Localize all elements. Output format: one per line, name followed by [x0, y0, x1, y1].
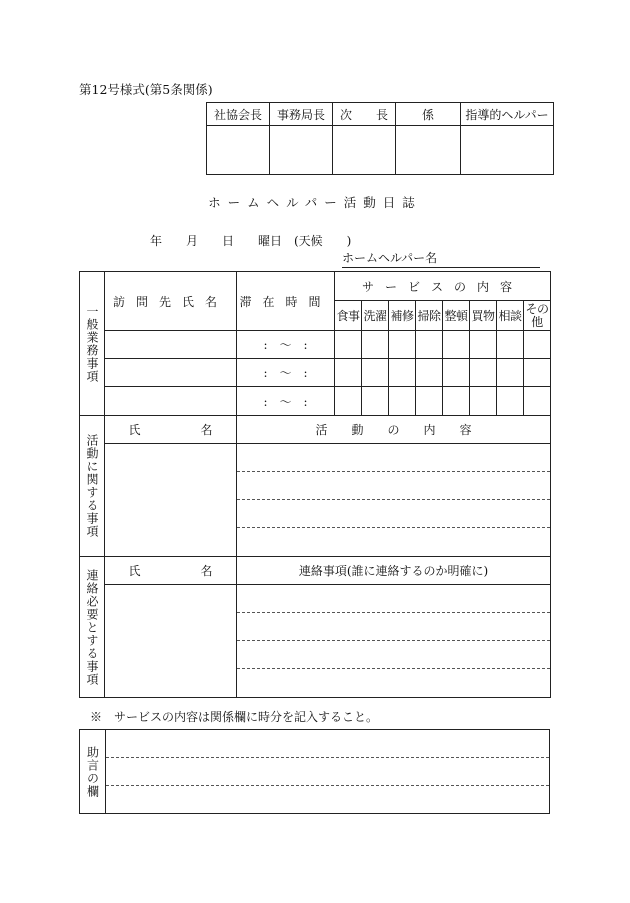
approval-stamp-table — [206, 102, 554, 175]
service-cell[interactable] — [335, 331, 362, 359]
service-item-header: その他 — [525, 301, 549, 329]
stay-time-cell[interactable]: : 〜 : — [237, 387, 335, 416]
service-cell[interactable] — [443, 387, 470, 416]
service-cell[interactable] — [389, 387, 416, 416]
service-cell[interactable] — [416, 331, 443, 359]
service-cell[interactable] — [524, 331, 551, 359]
stay-time-header: 滞在時間 — [237, 272, 335, 331]
service-cell[interactable] — [470, 359, 497, 387]
service-cell[interactable] — [524, 387, 551, 416]
approval-header: 指導的ヘルパー — [461, 103, 554, 126]
activity-line[interactable] — [237, 528, 550, 556]
service-cell[interactable] — [470, 331, 497, 359]
advice-content-cell[interactable] — [106, 730, 550, 814]
activity-name-header: 氏 名 — [105, 416, 237, 444]
helper-name-field[interactable]: ホームヘルパー名 — [342, 249, 540, 268]
stay-time-cell[interactable]: : 〜 : — [237, 359, 335, 387]
service-item-header: 掃除 — [416, 301, 443, 331]
service-cell[interactable] — [497, 331, 524, 359]
general-section-label: 一般業務事項 — [85, 304, 99, 383]
advice-label-cell — [80, 730, 106, 814]
general-section-label-cell — [80, 272, 105, 416]
advice-line[interactable] — [106, 758, 549, 786]
contact-line[interactable] — [237, 641, 550, 669]
service-cell[interactable] — [362, 359, 389, 387]
activity-section-label-cell — [80, 416, 105, 557]
approval-header: 係 — [396, 103, 461, 126]
approval-header: 社協会長 — [207, 103, 270, 126]
service-cell[interactable] — [416, 387, 443, 416]
service-item-header: 洗濯 — [362, 301, 389, 331]
service-cell[interactable] — [389, 331, 416, 359]
contact-name-cell[interactable] — [105, 585, 237, 698]
activity-log-table — [79, 271, 551, 698]
service-cell[interactable] — [362, 387, 389, 416]
instruction-note: ※ サービスの内容は関係欄に時分を記入すること。 — [90, 710, 379, 724]
service-cell[interactable] — [497, 387, 524, 416]
approval-header: 事務局長 — [270, 103, 333, 126]
advice-line[interactable] — [106, 786, 549, 813]
service-cell[interactable] — [524, 359, 551, 387]
service-item-header: 食事 — [335, 301, 362, 331]
contact-content-cell[interactable] — [237, 585, 551, 698]
approval-stamp-cell[interactable] — [461, 126, 554, 175]
activity-section-label: 活動に関する事項 — [85, 434, 99, 538]
contact-line[interactable] — [237, 613, 550, 641]
service-cell[interactable] — [389, 359, 416, 387]
general-row — [80, 331, 551, 359]
approval-stamp-cell[interactable] — [396, 126, 461, 175]
visit-name-header: 訪問先氏名 — [105, 272, 237, 331]
service-cell[interactable] — [335, 387, 362, 416]
activity-name-cell[interactable] — [105, 444, 237, 557]
activity-line[interactable] — [237, 500, 550, 528]
service-cell[interactable] — [497, 359, 524, 387]
contact-line[interactable] — [237, 585, 550, 613]
service-cell[interactable] — [416, 359, 443, 387]
general-row — [80, 359, 551, 387]
approval-stamp-cell[interactable] — [270, 126, 333, 175]
visit-name-cell[interactable] — [105, 387, 237, 416]
service-item-header: 相談 — [497, 301, 524, 331]
service-item-header: 整頓 — [443, 301, 470, 331]
stay-time-cell[interactable]: : 〜 : — [237, 331, 335, 359]
contact-section-label: 連絡必要とする事項 — [85, 568, 99, 686]
service-cell[interactable] — [362, 331, 389, 359]
visit-name-cell[interactable] — [105, 331, 237, 359]
service-cell[interactable] — [443, 359, 470, 387]
approval-stamp-cell[interactable] — [207, 126, 270, 175]
date-weather-line[interactable]: 年 月 日 曜日 (天候 ) — [150, 234, 352, 248]
activity-content-cell[interactable] — [237, 444, 551, 557]
activity-content-header: 活 動 の 内 容 — [237, 416, 551, 444]
visit-name-cell[interactable] — [105, 359, 237, 387]
activity-line[interactable] — [237, 444, 550, 472]
advice-label: 助言の欄 — [85, 745, 100, 798]
service-cell[interactable] — [443, 331, 470, 359]
activity-line[interactable] — [237, 472, 550, 500]
service-cell[interactable] — [470, 387, 497, 416]
advice-line[interactable] — [106, 730, 549, 758]
service-cell[interactable] — [335, 359, 362, 387]
contact-content-header: 連絡事項(誰に連絡するのか明確に) — [237, 557, 551, 585]
approval-stamp-cell[interactable] — [333, 126, 396, 175]
contact-line[interactable] — [237, 669, 550, 697]
service-item-header: 買物 — [470, 301, 497, 331]
approval-header: 次 長 — [333, 103, 396, 126]
contact-name-header: 氏 名 — [105, 557, 237, 585]
service-item-header: 補修 — [389, 301, 416, 331]
page-title: ホームヘルパー活動日誌 — [208, 195, 422, 210]
general-row — [80, 387, 551, 416]
service-content-header: サービスの内容 — [335, 272, 551, 301]
advice-table — [79, 729, 550, 814]
form-number: 第12号様式(第5条関係) — [79, 82, 213, 97]
contact-section-label-cell — [80, 557, 105, 698]
